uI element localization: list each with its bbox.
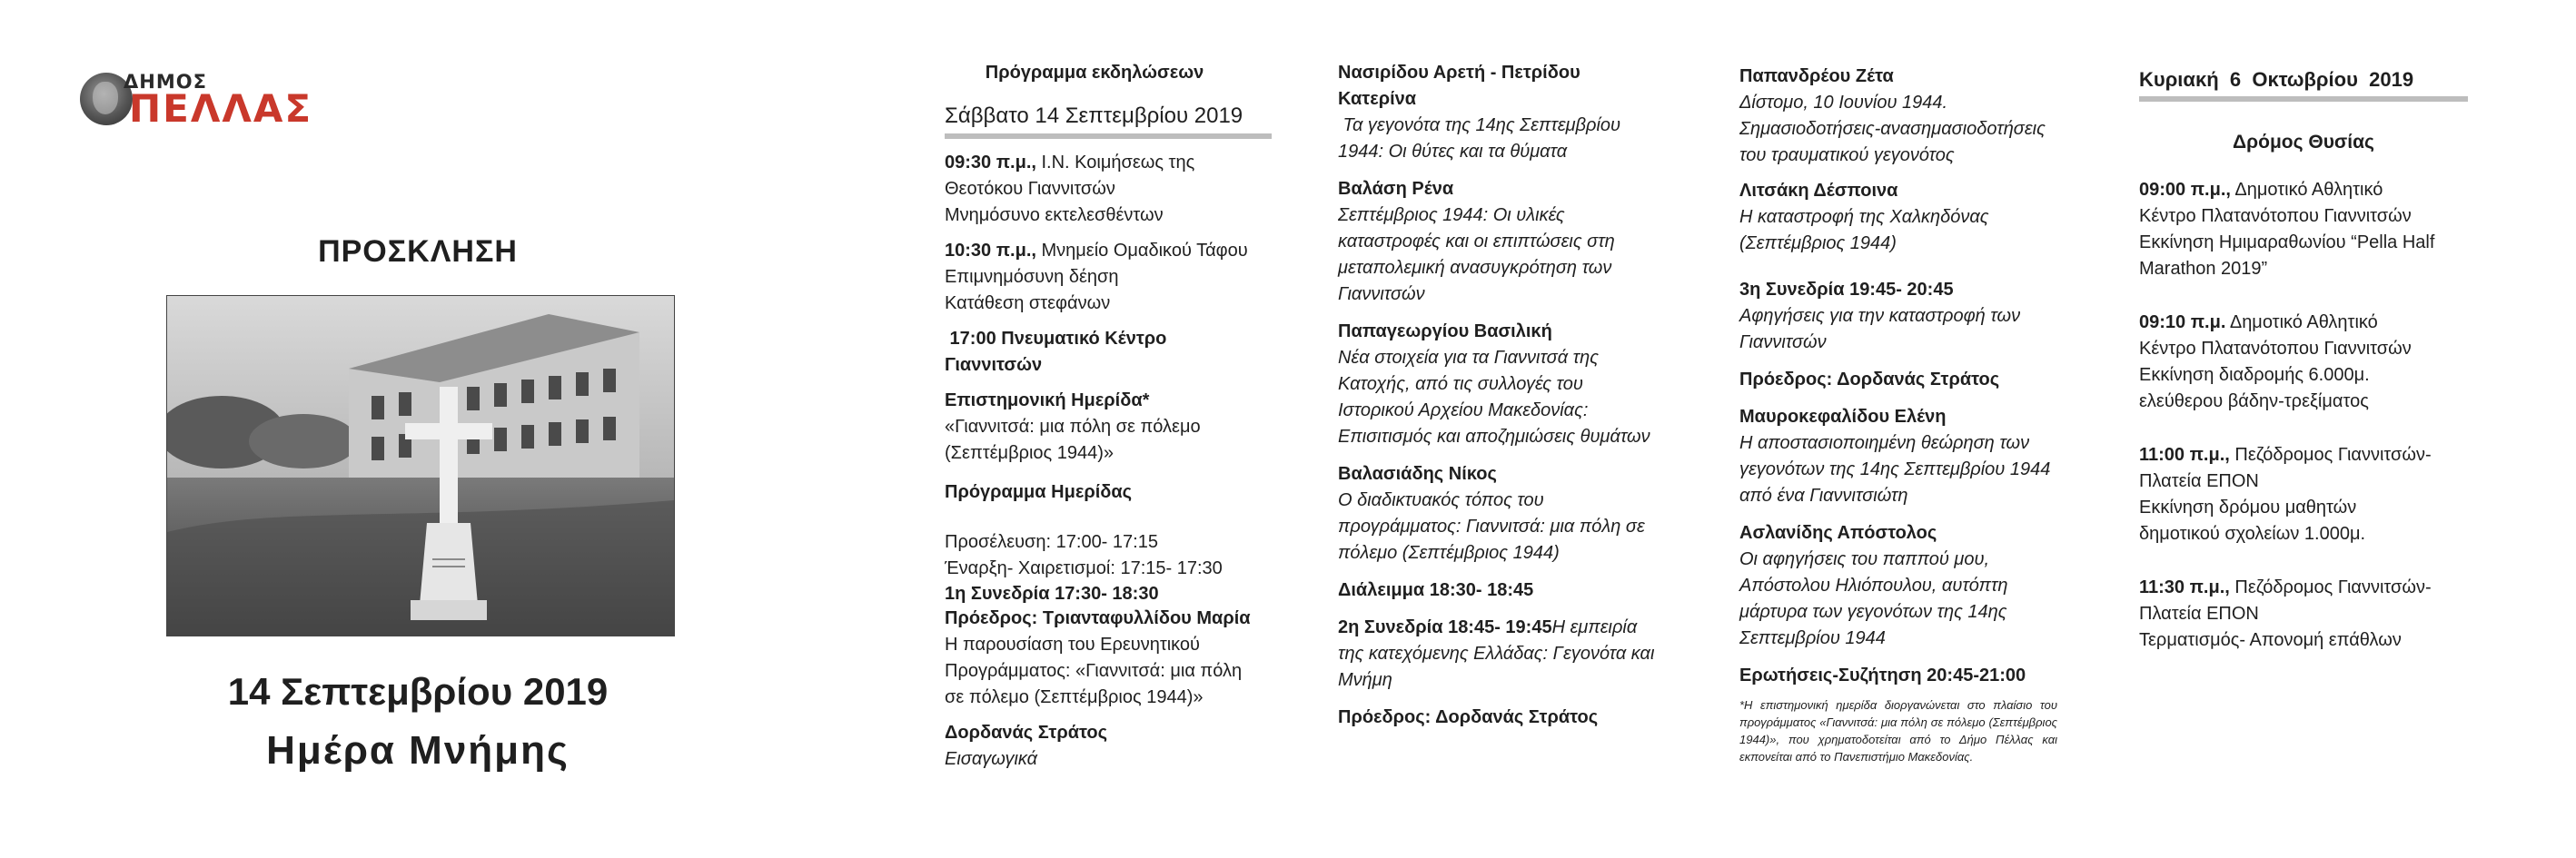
speaker-5-topic-2: προγράμματος: Γιαννιτσά: μια πόλη σε [1338,517,1645,537]
race-1-time: 09:00 π.μ., [2139,180,2231,200]
speaker-4-topic-1: Νέα στοιχεία για τα Γιαννιτσά της [1338,348,1599,368]
speaker-1-topic: Εισαγωγικά [945,749,1038,769]
presentation-1-line-1: Η παρουσίαση του Ερευνητικού [945,635,1200,655]
race-3-line-3: Εκκίνηση δρόμου μαθητών [2139,498,2357,518]
speaker-3-topic-3: μεταπολεμική ανασυγκρότηση των [1338,258,1612,278]
speaker-8-topic-1: Η αποστασιοποιημένη θεώρηση των [1739,433,2030,453]
speaker-6-topic-3: του τραυματικού γεγονότος [1739,145,1955,165]
arrival-time: Προσέλευση: 17:00- 17:15 [945,532,1158,552]
event-1 [945,150,1290,176]
logo-small-text: ΔΗΜΟΣ [124,71,207,93]
presentation-1-line-2: Προγράμματος: «Γιαννιτσά: μια πόλη [945,661,1243,681]
speaker-3-name: Βαλάση Ρένα [1338,179,1454,199]
speaker-8-topic-3: από ένα Γιαννιτσιώτη [1739,486,1908,506]
start-time: Έναρξη- Χαιρετισμοί: 17:15- 17:30 [945,558,1223,578]
speaker-9-name: Ασλανίδης Απόστολος [1739,523,1937,543]
memorial-photo-drawing [167,296,674,636]
program-column-4 [2139,65,2484,654]
session-2-topic-2: της κατεχόμενης Ελλάδας: Γεγονότα και [1338,644,1655,664]
session-3-topic-2: Γιαννιτσών [1739,332,1827,352]
footnote: *Η επιστημονική ημερίδα διοργανώνεται στο πλαίσιο του προγράμματος «Γιαννιτσά: μια πόλη σε πόλεμο (Σεπτέμβριος 1944)», που χρηματοδοτείται από το Δήμο Πέλλας και εκπονείται από το Πανεπιστήμιο Μακεδονίας. [1739,698,2057,764]
speaker-5-name: Βαλασιάδης Νίκος [1338,464,1497,484]
speaker-2-name-1: Νασιρίδου Αρετή - Πετρίδου [1338,63,1580,83]
speaker-3-topic-2: καταστροφές και οι επιπτώσεις στη [1338,232,1615,251]
chair-3: Πρόεδρος: Δορδανάς Στράτος [1739,370,2000,390]
program-column-2 [1338,60,1701,731]
event-2-time: 10:30 π.μ., [945,241,1036,261]
program-column-1 [945,60,1290,773]
speaker-9-topic-4: Σεπτεμβρίου 1944 [1739,628,1886,648]
speaker-4-topic-2: Κατοχής, από τις συλλογές του [1338,374,1583,394]
conference-subtitle-2: (Σεπτέμβριος 1944)» [945,443,1114,463]
race-4-place: Πεζόδρομος Γιαννιτσών- [2229,577,2432,597]
sunday-heading: Κυριακή 6 Οκτωβρίου 2019 [2139,65,2468,102]
race-1-line-4: Marathon 2019” [2139,259,2268,279]
race-2-line-4: ελεύθερου βάδην-τρεξίματος [2139,391,2369,411]
event-3-line-1: 17:00 Πνευματικό Κέντρο [945,329,1167,349]
speaker-7-topic-1: Η καταστροφή της Χαλκηδόνας [1739,207,1989,227]
speaker-9-topic-1: Οι αφηγήσεις του παππού μου, [1739,549,1990,569]
race-2 [2139,310,2484,336]
event-date: 14 Σεπτεμβρίου 2019 [227,670,609,713]
event-2 [945,238,1290,264]
memory-day-title: Ημέρα Μνήμης [266,728,570,773]
event-1-time: 09:30 π.μ., [945,153,1036,173]
municipality-logo [80,71,316,134]
program-column-3 [1739,64,2076,765]
race-4 [2139,575,2484,601]
speaker-4-topic-4: Επισιτισμός και αποζημιώσεις θυμάτων [1338,427,1650,447]
event-1-line-2: Θεοτόκου Γιαννιτσών [945,179,1115,199]
race-3-line-2: Πλατεία ΕΠΟΝ [2139,471,2259,491]
speaker-5-topic-3: πόλεμο (Σεπτέμβριος 1944) [1338,543,1560,563]
logo-big-text: ΠΕΛΛΑΣ [129,86,313,131]
event-2-place: Μνημείο Ομαδικού Τάφου [1035,241,1248,261]
race-3-place: Πεζόδρομος Γιαννιτσών- [2229,445,2432,465]
session-2-topic-3: Μνήμη [1338,670,1392,690]
speaker-9-topic-2: Απόστολου Ηλιόπουλου, αυτόπτη [1739,576,2008,596]
race-4-line-3: Τερματισμός- Απονομή επάθλων [2139,630,2402,650]
race-2-place: Δημοτικό Αθλητικό [2225,312,2378,332]
race-1-line-3: Εκκίνηση Ημιμαραθωνίου “Pella Half [2139,232,2435,252]
speaker-4-name: Παπαγεωργίου Βασιλική [1338,321,1552,341]
qa-session: Ερωτήσεις-Συζήτηση 20:45-21:00 [1739,666,2026,685]
event-2-line-3: Κατάθεση στεφάνων [945,293,1111,313]
race-3-time: 11:00 π.μ., [2139,445,2230,465]
speaker-8-topic-2: γεγονότων της 14ης Σεπτεμβρίου 1944 [1739,459,2051,479]
session-3: 3η Συνεδρία 19:45- 20:45 [1739,280,1954,300]
speaker-3-topic-1: Σεπτέμβριος 1944: Οι υλικές [1338,205,1565,225]
event-3-line-2: Γιαννιτσών [945,355,1043,375]
race-2-line-3: Εκκίνηση διαδρομής 6.000μ. [2139,365,2370,385]
session-1: 1η Συνεδρία 17:30- 18:30 [945,584,1159,604]
speaker-6-topic-1: Δίστομο, 10 Ιουνίου 1944. [1739,93,1948,113]
memorial-photo [166,295,675,636]
speaker-3-topic-4: Γιαννιτσών [1338,284,1425,304]
speaker-2-topic-1: Τα γεγονότα της 14ης Σεπτεμβρίου [1338,115,1621,135]
speaker-5-topic-1: Ο διαδικτυακός τόπος του [1338,490,1544,510]
race-1-place: Δημοτικό Αθλητικό [2230,180,2383,200]
session-2 [1338,615,1701,641]
event-2-line-2: Επιμνημόσυνη δέηση [945,267,1119,287]
speaker-4-topic-3: Ιστορικού Αρχείου Μακεδονίας: [1338,400,1589,420]
conference-title: Επιστημονική Ημερίδα* [945,390,1150,410]
speaker-7-name: Λιτσάκη Δέσποινα [1739,181,1898,201]
speaker-7-topic-2: (Σεπτέμβριος 1944) [1739,233,1897,253]
conference-subtitle-1: «Γιαννιτσά: μια πόλη σε πόλεμο [945,417,1201,437]
invitation-title: ΠΡΟΣΚΛΗΣΗ [318,234,518,269]
presentation-1-line-3: σε πόλεμο (Σεπτέμβριος 1944)» [945,687,1204,707]
chair-1: Πρόεδρος: Τριανταφυλλίδου Μαρία [945,608,1251,628]
event-1-line-3: Μνημόσυνο εκτελεσθέντων [945,205,1164,225]
speaker-8-name: Μαυροκεφαλίδου Ελένη [1739,407,1947,427]
session-2-topic-1: Η εμπειρία [1551,617,1638,637]
street-title: Δρόμος Θυσίας [2233,132,2374,153]
program-title: Πρόγραμμα εκδηλώσεων [985,63,1204,83]
speaker-1-name: Δορδανάς Στράτος [945,723,1108,743]
agenda-title: Πρόγραμμα Ημερίδας [945,482,1133,502]
speaker-6-name: Παπανδρέου Ζέτα [1739,66,1894,86]
session-3-topic-1: Αφηγήσεις για την καταστροφή των [1739,306,2021,326]
race-2-time: 09:10 π.μ. [2139,312,2226,332]
race-2-line-2: Κέντρο Πλατανότοπου Γιαννιτσών [2139,339,2412,359]
break-time: Διάλειμμα 18:30- 18:45 [1338,580,1534,600]
race-1-line-2: Κέντρο Πλατανότοπου Γιαννιτσών [2139,206,2412,226]
race-3-line-4: δημοτικού σχολείων 1.000μ. [2139,524,2366,544]
speaker-9-topic-3: μάρτυρα των γεγονότων της 14ης [1739,602,2007,622]
race-4-line-2: Πλατεία ΕΠΟΝ [2139,604,2259,624]
session-2-time: 2η Συνεδρία 18:45- 19:45 [1338,617,1552,637]
speaker-2-name-2: Κατερίνα [1338,89,1417,109]
speaker-6-topic-2: Σημασιοδοτήσεις-ανασημασιοδοτήσεις [1739,119,2046,139]
saturday-heading: Σάββατο 14 Σεπτεμβρίου 2019 [945,101,1272,139]
race-1 [2139,177,2484,203]
event-1-place: Ι.Ν. Κοιμήσεως της [1035,153,1195,173]
race-4-time: 11:30 π.μ., [2139,577,2230,597]
speaker-2-topic-2: 1944: Οι θύτες και τα θύματα [1338,142,1568,162]
chair-2: Πρόεδρος: Δορδανάς Στράτος [1338,707,1599,727]
race-3 [2139,442,2484,468]
